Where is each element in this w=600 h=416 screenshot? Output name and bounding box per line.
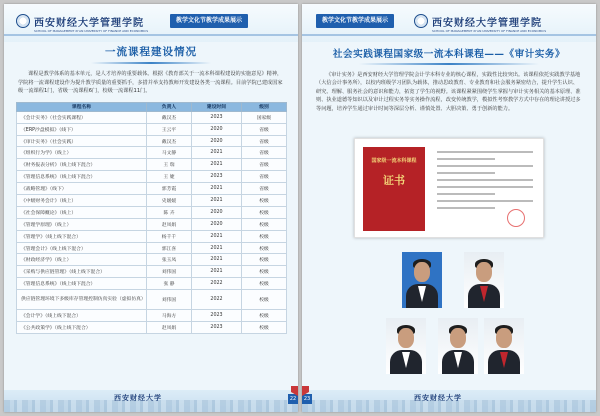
year-cell: 2022	[192, 278, 242, 290]
course-name-cell: 《管理学》（线上线下混合）	[17, 230, 147, 242]
university-seal-icon	[16, 14, 30, 28]
instructor-cell: 王 瑞	[147, 159, 192, 171]
footer-signature: 西安财经大学	[414, 393, 462, 402]
year-cell: 2020	[192, 218, 242, 230]
year-cell: 2021	[192, 195, 242, 207]
level-cell: 校级	[242, 290, 287, 310]
course-name-cell: 供应链管理环境下多级库存管理控制仿真实验（虚拟仿真）	[17, 290, 147, 310]
university-name-en: SCHOOL OF MANAGEMENT XI'AN UNIVERSITY OF FINANCE AND ECONOMICS	[34, 29, 149, 33]
level-cell: 省级	[242, 159, 287, 171]
university-name-en: SCHOOL OF MANAGEMENT XI'AN UNIVERSITY OF FINANCE AND ECONOMICS	[432, 29, 547, 33]
instructor-cell: 赵凤娟	[147, 218, 192, 230]
table-row	[17, 322, 287, 334]
year-cell: 2021	[192, 242, 242, 254]
footer-signature: 西安财经大学	[114, 393, 162, 402]
certificate-title: 证书	[383, 174, 405, 187]
level-cell: 校级	[242, 206, 287, 218]
level-cell: 省级	[242, 171, 287, 183]
university-seal-icon	[414, 14, 428, 28]
instructor-cell: 陈 卉	[147, 206, 192, 218]
course-name-cell: 《采购与供应链管理》（线上线下混合）	[17, 266, 147, 278]
page-title	[302, 46, 596, 65]
instructor-cell: 刘伟国	[147, 266, 192, 278]
table-header-row	[17, 102, 287, 111]
page-footer	[4, 390, 298, 412]
course-name-cell: 《组织行为学》（线上）	[17, 147, 147, 159]
level-cell: 省级	[242, 123, 287, 135]
university-logo	[34, 14, 148, 33]
certificate-cover	[363, 147, 425, 231]
column-header: 课程名称	[17, 102, 147, 111]
level-cell: 校级	[242, 218, 287, 230]
page-title	[4, 44, 298, 64]
course-name-cell: 《战略管理》（线下）	[17, 183, 147, 195]
header-divider	[302, 34, 596, 36]
year-cell: 2022	[192, 290, 242, 310]
table-row	[17, 159, 287, 171]
page-number: 23	[303, 396, 311, 402]
year-cell: 2021	[192, 159, 242, 171]
left-page	[4, 4, 298, 412]
course-name-cell: 《中级财务会计》（线上）	[17, 195, 147, 207]
header-tagline: 教学文化节教学成果展示	[170, 14, 248, 28]
level-cell: 省级	[242, 183, 287, 195]
course-name-cell: 《管理学原理》（线上）	[17, 218, 147, 230]
instructor-cell: 郭芳霞	[147, 183, 192, 195]
level-cell: 校级	[242, 278, 287, 290]
course-name-cell: 《管理信息系统》（线上线下混合）	[17, 278, 147, 290]
level-cell: 校级	[242, 266, 287, 278]
level-cell: 省级	[242, 147, 287, 159]
header-divider	[4, 34, 298, 36]
instructor-cell: 戴汉杰	[147, 111, 192, 123]
level-cell: 校级	[242, 230, 287, 242]
course-name-cell: 《ERP沙盘模拟》（线下）	[17, 123, 147, 135]
portrait-photo	[386, 318, 426, 374]
table-row	[17, 135, 287, 147]
year-cell: 2023	[192, 322, 242, 334]
level-cell: 校级	[242, 322, 287, 334]
instructor-cell: 马文静	[147, 147, 192, 159]
instructor-cell: 王 婕	[147, 171, 192, 183]
year-cell: 2023	[192, 171, 242, 183]
instructor-cell: 张 静	[147, 278, 192, 290]
year-cell: 2021	[192, 183, 242, 195]
portrait-photo	[402, 252, 442, 308]
course-name-cell: 《管理信息系统》（线上线下混合）	[17, 171, 147, 183]
portrait-photo	[464, 252, 504, 308]
table-row	[17, 290, 287, 310]
table-body	[17, 111, 287, 333]
instructor-cell: 戴汉杰	[147, 135, 192, 147]
table-row	[17, 111, 287, 123]
table-row	[17, 230, 287, 242]
instructor-cell: 史媛媛	[147, 195, 192, 207]
table-row	[17, 254, 287, 266]
instructor-cell: 王云平	[147, 123, 192, 135]
instructor-cell: 郭江喜	[147, 242, 192, 254]
instructor-cell: 张玉凤	[147, 254, 192, 266]
certificate-image	[354, 138, 544, 238]
table-row	[17, 218, 287, 230]
instructor-cell: 马海方	[147, 310, 192, 322]
page-header	[302, 4, 596, 42]
portrait-photo	[438, 318, 478, 374]
instructor-cell: 赵凤娟	[147, 322, 192, 334]
level-cell: 校级	[242, 310, 287, 322]
level-cell: 校级	[242, 195, 287, 207]
table-row	[17, 183, 287, 195]
table-row	[17, 266, 287, 278]
level-cell: 校级	[242, 242, 287, 254]
course-name-cell: 《会计学》（线上线下混合）	[17, 310, 147, 322]
course-name-cell: 《审计实务》（社会实践）	[17, 135, 147, 147]
table-row	[17, 310, 287, 322]
year-cell: 2020	[192, 123, 242, 135]
course-name-cell: 《社会保障概论》（线上）	[17, 206, 147, 218]
certificate-text-lines	[437, 151, 533, 214]
year-cell: 2020	[192, 135, 242, 147]
year-cell: 2023	[192, 310, 242, 322]
year-cell: 2020	[192, 206, 242, 218]
title-text: 一流课程建设情况	[105, 46, 197, 58]
red-stamp-icon	[507, 209, 525, 227]
year-cell: 2021	[192, 254, 242, 266]
instructor-cell: 杨千千	[147, 230, 192, 242]
course-name-cell: 《管理会计》（线上线下混合）	[17, 242, 147, 254]
table-row	[17, 195, 287, 207]
right-page	[302, 4, 596, 412]
table-row	[17, 171, 287, 183]
title-text: 社会实践课程国家级一流本科课程——《审计实务》	[332, 49, 566, 60]
column-header: 建设时间	[192, 102, 242, 111]
course-name-cell: 《财务报表分析》（线上线下混合）	[17, 159, 147, 171]
year-cell: 2021	[192, 147, 242, 159]
table-row	[17, 206, 287, 218]
portrait-photo	[484, 318, 524, 374]
course-name-cell: 《会计实务》（社会实践课程）	[17, 111, 147, 123]
page-footer	[302, 390, 596, 412]
university-name: 西安财经大学管理学院	[432, 18, 542, 29]
page-header	[4, 4, 298, 42]
column-header: 级别	[242, 102, 287, 111]
header-tagline: 教学文化节教学成果展示	[316, 14, 394, 28]
year-cell: 2021	[192, 266, 242, 278]
instructor-cell: 刘伟国	[147, 290, 192, 310]
university-name: 西安财经大学管理学院	[34, 18, 144, 29]
certificate-heading: 国家级一流本科课程	[371, 158, 417, 164]
table-row	[17, 147, 287, 159]
year-cell: 2023	[192, 111, 242, 123]
level-cell: 省级	[242, 135, 287, 147]
course-table	[16, 102, 287, 334]
page-number: 22	[289, 396, 297, 402]
column-header: 负责人	[147, 102, 192, 111]
level-cell: 校级	[242, 254, 287, 266]
table-row	[17, 242, 287, 254]
level-cell: 国家级	[242, 111, 287, 123]
year-cell: 2021	[192, 230, 242, 242]
table-row	[17, 278, 287, 290]
intro-paragraph: 《审计实务》是西安财经大学管理学院会计学本科专业的核心课程，实践性比较突出。该课程依托实践教学基地（大信会计事务所），以校内班级学习团队为载体，推动思政教育、专业教育和社会服务紧密结合，提升学生认识、研究、理解、服务社会的意识和能力，拓宽了学生的视野。该课程紧紧围绕学生掌握与审计实务相关的基本原理、准则、执业道德等知识以及审计过程实务等实务操作流程，改变传统教学，模拟性考察教学方式中存在的理论讲授过多等问题，培养学生通过审计时间等深层分析、谨慎处置、大胆决策、勇于创新的能力。	[316, 72, 581, 112]
intro-paragraph: 课程是教学体系的基本单元，是人才培养的重要载体。根据《教育部关于一流本科课程建设的实施意见》精神，学院将一流课程建设作为提升教学质量的重要抓手，多措并举支持教师开发建设各类一流课程。目前学院已建成国家级一流课程1门，省级一流课程6门，校级一流课程11门。	[18, 71, 283, 95]
course-name-cell: 《财政经济学》（线上）	[17, 254, 147, 266]
course-name-cell: 《公共政策学》（线上线下混合）	[17, 322, 147, 334]
table-row	[17, 123, 287, 135]
university-logo	[432, 14, 546, 33]
